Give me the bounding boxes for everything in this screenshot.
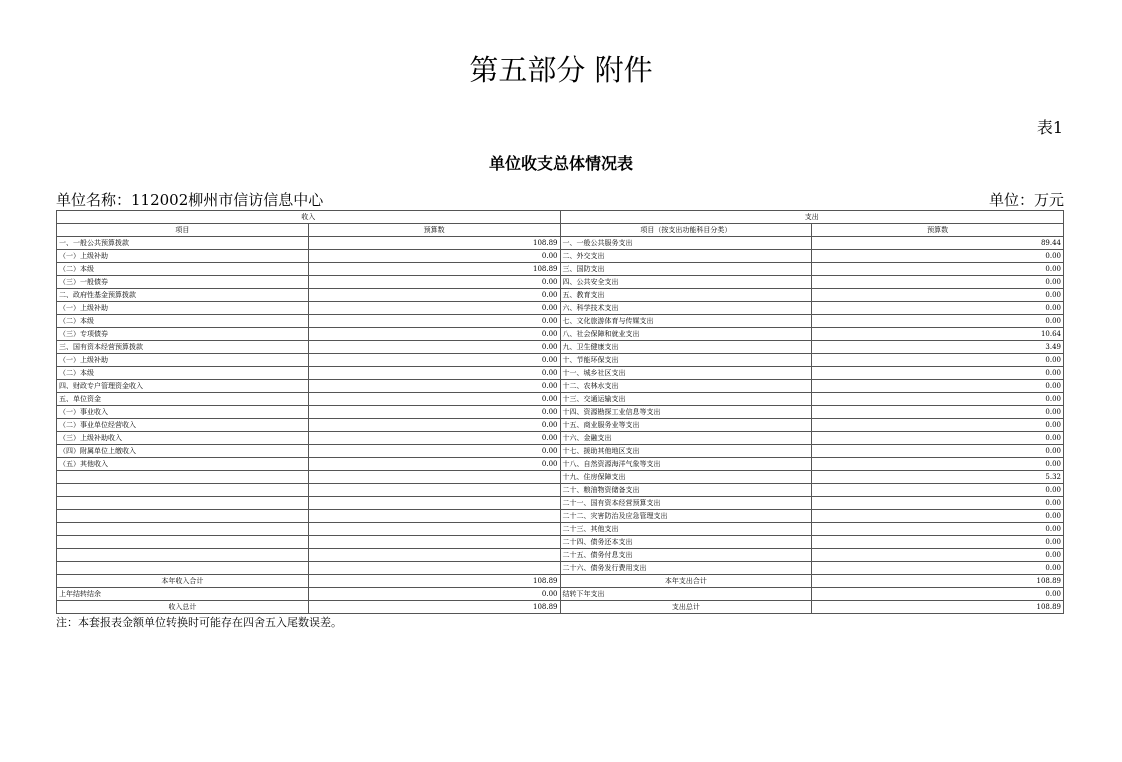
expense-header: 支出 <box>560 211 1064 224</box>
expense-amount-cell: 0.00 <box>812 367 1064 380</box>
income-amount-cell <box>308 523 560 536</box>
income-item-cell: （一）上级补助 <box>57 354 309 367</box>
income-item-cell: （一）上级补助 <box>57 302 309 315</box>
income-amount-cell: 108.89 <box>308 237 560 250</box>
table-row <box>57 380 1064 393</box>
income-item-cell: （二）本级 <box>57 263 309 276</box>
expense-amount-header: 预算数 <box>812 224 1064 237</box>
total-row <box>57 588 1064 601</box>
header-row-columns <box>57 224 1064 237</box>
income-amount-cell <box>308 562 560 575</box>
income-amount-cell: 0.00 <box>308 354 560 367</box>
expense-amount-cell: 0.00 <box>812 406 1064 419</box>
expense-item-cell: 十五、商业服务业等支出 <box>560 419 812 432</box>
income-amount-cell <box>308 536 560 549</box>
table-row <box>57 471 1064 484</box>
income-item-cell: （三）一般债券 <box>57 276 309 289</box>
income-total-label: 本年收入合计 <box>57 575 309 588</box>
expense-item-cell: 三、国防支出 <box>560 263 812 276</box>
expense-item-cell: 十二、农林水支出 <box>560 380 812 393</box>
income-item-cell: （一）上级补助 <box>57 250 309 263</box>
expense-amount-cell: 0.00 <box>812 484 1064 497</box>
expense-item-cell: 二、外交支出 <box>560 250 812 263</box>
header-row-groups <box>57 211 1064 224</box>
income-total-amount: 108.89 <box>308 575 560 588</box>
income-item-cell: 五、单位资金 <box>57 393 309 406</box>
income-header: 收入 <box>57 211 561 224</box>
table-row <box>57 354 1064 367</box>
table-row <box>57 432 1064 445</box>
income-item-cell <box>57 471 309 484</box>
income-amount-cell: 0.00 <box>308 432 560 445</box>
expense-total-label: 支出总计 <box>560 601 812 614</box>
income-amount-cell: 0.00 <box>308 328 560 341</box>
expense-amount-cell: 0.00 <box>812 523 1064 536</box>
income-amount-cell: 0.00 <box>308 406 560 419</box>
expense-amount-cell: 0.00 <box>812 510 1064 523</box>
table-row <box>57 562 1064 575</box>
income-amount-cell: 0.00 <box>308 289 560 302</box>
expense-amount-cell: 0.00 <box>812 432 1064 445</box>
expense-item-cell: 二十四、债务还本支出 <box>560 536 812 549</box>
table-row <box>57 315 1064 328</box>
income-item-cell: 二、政府性基金预算拨款 <box>57 289 309 302</box>
expense-amount-cell: 0.00 <box>812 497 1064 510</box>
table-row <box>57 419 1064 432</box>
income-amount-cell: 0.00 <box>308 445 560 458</box>
income-item-cell: （三）上级补助收入 <box>57 432 309 445</box>
income-amount-cell <box>308 510 560 523</box>
expense-item-cell: 十九、住房保障支出 <box>560 471 812 484</box>
table-row <box>57 510 1064 523</box>
meta-row <box>56 189 1064 211</box>
income-item-cell <box>57 562 309 575</box>
income-amount-cell: 0.00 <box>308 315 560 328</box>
footnote: 注：本套报表金额单位转换时可能存在四舍五入尾数误差。 <box>56 616 342 629</box>
income-item-cell: （二）事业单位经营收入 <box>57 419 309 432</box>
expense-item-cell: 十一、城乡社区支出 <box>560 367 812 380</box>
income-amount-cell: 108.89 <box>308 263 560 276</box>
expense-item-cell: 九、卫生健康支出 <box>560 341 812 354</box>
expense-amount-cell: 0.00 <box>812 263 1064 276</box>
expense-item-cell: 十七、援助其他地区支出 <box>560 445 812 458</box>
income-amount-header: 预算数 <box>308 224 560 237</box>
page-title: 第五部分 附件 <box>469 53 653 87</box>
income-item-header: 项目 <box>57 224 309 237</box>
expense-amount-cell: 3.49 <box>812 341 1064 354</box>
income-amount-cell: 0.00 <box>308 367 560 380</box>
table-row <box>57 523 1064 536</box>
expense-item-header: 项目（按支出功能科目分类） <box>560 224 812 237</box>
total-row <box>57 601 1064 614</box>
expense-amount-cell: 0.00 <box>812 250 1064 263</box>
table-row <box>57 289 1064 302</box>
expense-item-cell: 二十三、其他支出 <box>560 523 812 536</box>
unit-label: 单位：万元 <box>988 191 1064 209</box>
table-row <box>57 341 1064 354</box>
income-total-amount: 108.89 <box>308 601 560 614</box>
expense-amount-cell: 0.00 <box>812 315 1064 328</box>
expense-total-label: 结转下年支出 <box>560 588 812 601</box>
expense-amount-cell: 0.00 <box>812 354 1064 367</box>
expense-amount-cell: 0.00 <box>812 445 1064 458</box>
income-item-cell: （二）本级 <box>57 315 309 328</box>
expense-item-cell: 二十二、灾害防治及应急管理支出 <box>560 510 812 523</box>
income-item-cell: （一）事业收入 <box>57 406 309 419</box>
income-item-cell <box>57 497 309 510</box>
expense-item-cell: 十八、自然资源海洋气象等支出 <box>560 458 812 471</box>
income-item-cell <box>57 510 309 523</box>
table-row <box>57 497 1064 510</box>
expense-item-cell: 二十六、债务发行费用支出 <box>560 562 812 575</box>
income-total-amount: 0.00 <box>308 588 560 601</box>
table-row <box>57 458 1064 471</box>
table-row <box>57 406 1064 419</box>
table-row <box>57 445 1064 458</box>
expense-item-cell: 一、一般公共服务支出 <box>560 237 812 250</box>
income-amount-cell: 0.00 <box>308 250 560 263</box>
expense-amount-cell: 0.00 <box>812 302 1064 315</box>
table-number: 表1 <box>1036 118 1063 137</box>
table-row <box>57 250 1064 263</box>
table-row <box>57 393 1064 406</box>
income-amount-cell: 0.00 <box>308 341 560 354</box>
income-amount-cell: 0.00 <box>308 458 560 471</box>
expense-total-amount: 108.89 <box>812 575 1064 588</box>
income-amount-cell <box>308 484 560 497</box>
table-row <box>57 536 1064 549</box>
unit-name: 单位名称：112002柳州市信访信息中心 <box>56 191 324 209</box>
expense-item-cell: 八、社会保障和就业支出 <box>560 328 812 341</box>
expense-item-cell: 十四、资源勘探工业信息等支出 <box>560 406 812 419</box>
income-item-cell: 四、财政专户管理资金收入 <box>57 380 309 393</box>
total-row <box>57 575 1064 588</box>
expense-item-cell: 二十一、国有资本经营预算支出 <box>560 497 812 510</box>
expense-item-cell: 六、科学技术支出 <box>560 302 812 315</box>
expense-item-cell: 七、文化旅游体育与传媒支出 <box>560 315 812 328</box>
expense-total-amount: 108.89 <box>812 601 1064 614</box>
income-item-cell: 一、一般公共预算拨款 <box>57 237 309 250</box>
expense-item-cell: 十三、交通运输支出 <box>560 393 812 406</box>
expense-amount-cell: 0.00 <box>812 458 1064 471</box>
table-title: 单位收支总体情况表 <box>488 154 633 173</box>
income-amount-cell: 0.00 <box>308 393 560 406</box>
table-row <box>57 484 1064 497</box>
income-amount-cell <box>308 549 560 562</box>
income-item-cell: 三、国有资本经营预算拨款 <box>57 341 309 354</box>
expense-amount-cell: 0.00 <box>812 549 1064 562</box>
expense-amount-cell: 5.32 <box>812 471 1064 484</box>
table-row <box>57 549 1064 562</box>
income-total-label: 上年结转结余 <box>57 588 309 601</box>
income-amount-cell <box>308 497 560 510</box>
income-item-cell: （二）本级 <box>57 367 309 380</box>
table-row <box>57 276 1064 289</box>
expense-amount-cell: 0.00 <box>812 380 1064 393</box>
table-row <box>57 328 1064 341</box>
expense-amount-cell: 0.00 <box>812 289 1064 302</box>
income-amount-cell: 0.00 <box>308 380 560 393</box>
income-item-cell: （五）其他收入 <box>57 458 309 471</box>
expense-item-cell: 二十五、债务付息支出 <box>560 549 812 562</box>
expense-total-label: 本年支出合计 <box>560 575 812 588</box>
budget-table <box>56 210 1064 614</box>
expense-item-cell: 四、公共安全支出 <box>560 276 812 289</box>
income-item-cell <box>57 484 309 497</box>
income-item-cell <box>57 523 309 536</box>
income-amount-cell: 0.00 <box>308 302 560 315</box>
expense-amount-cell: 10.64 <box>812 328 1064 341</box>
expense-amount-cell: 0.00 <box>812 419 1064 432</box>
expense-item-cell: 五、教育支出 <box>560 289 812 302</box>
expense-total-amount: 0.00 <box>812 588 1064 601</box>
table-row <box>57 237 1064 250</box>
expense-item-cell: 二十、粮油物资储备支出 <box>560 484 812 497</box>
income-amount-cell: 0.00 <box>308 276 560 289</box>
income-amount-cell: 0.00 <box>308 419 560 432</box>
table-row <box>57 302 1064 315</box>
income-item-cell <box>57 549 309 562</box>
expense-item-cell: 十、节能环保支出 <box>560 354 812 367</box>
income-item-cell: （四）附属单位上缴收入 <box>57 445 309 458</box>
expense-amount-cell: 0.00 <box>812 276 1064 289</box>
income-amount-cell <box>308 471 560 484</box>
income-total-label: 收入总计 <box>57 601 309 614</box>
expense-amount-cell: 89.44 <box>812 237 1064 250</box>
expense-amount-cell: 0.00 <box>812 536 1064 549</box>
table-row <box>57 263 1064 276</box>
expense-amount-cell: 0.00 <box>812 562 1064 575</box>
table-row <box>57 367 1064 380</box>
income-item-cell <box>57 536 309 549</box>
income-item-cell: （三）专项债券 <box>57 328 309 341</box>
expense-amount-cell: 0.00 <box>812 393 1064 406</box>
expense-item-cell: 十六、金融支出 <box>560 432 812 445</box>
